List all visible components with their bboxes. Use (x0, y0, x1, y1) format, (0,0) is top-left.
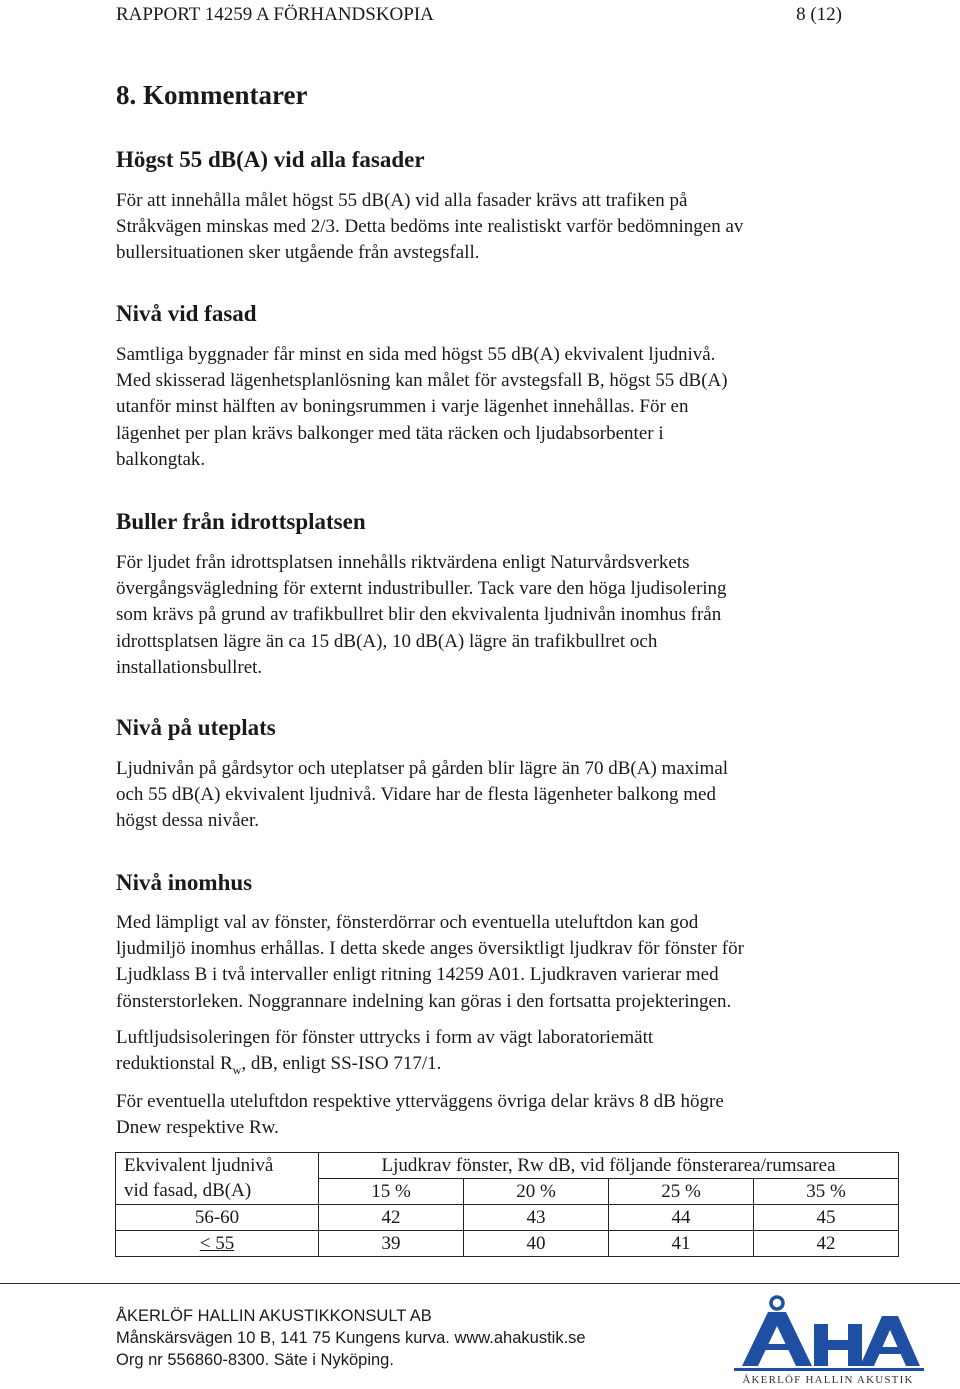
heading-hogst-55: Högst 55 dB(A) vid alla fasader (116, 147, 425, 172)
footer-company: ÅKERLÖF HALLIN AKUSTIKKONSULT AB (116, 1307, 432, 1325)
footer-org: Org nr 556860-8300. Säte i Nyköping. (116, 1351, 394, 1369)
page-footer (116, 1305, 586, 1371)
heading-niva-inomhus: Nivå inomhus (116, 870, 253, 895)
text-line: Stråkvägen minskas med 2/3. Detta bedöms inte realistiskt varför bedömningen av (116, 216, 744, 238)
text-line: Med skisserad lägenhetsplanlösning kan målet för avstegsfall B, högst 55 dB(A) (116, 370, 728, 392)
text-line: Ljudklass B i två intervaller enligt ritning 14259 A01. Ljudkraven varierar med (116, 964, 719, 986)
text-line: Samtliga byggnader får minst en sida med högst 55 dB(A) ekvivalent ljudnivå. (116, 344, 716, 365)
table-cell: 39 (319, 1231, 464, 1257)
table-subheader-row (116, 1179, 899, 1205)
table-label-cell: Ekvivalent ljudnivå (116, 1153, 319, 1179)
table-column-header: 20 % (464, 1179, 609, 1205)
table-cell: 44 (609, 1205, 754, 1231)
table-cell: 40 (464, 1231, 609, 1257)
text-line: högst dessa nivåer. (116, 810, 260, 832)
text-line: För eventuella uteluftdon respektive ytterväggens övriga delar krävs 8 dB högre (116, 1091, 724, 1112)
text-line: balkongtak. (116, 448, 206, 470)
text-line: För ljudet från idrottsplatsen innehålls riktvärdena enligt Naturvårdsverkets (116, 552, 690, 573)
heading-niva-uteplats: Nivå på uteplats (116, 715, 276, 740)
table-cell: 42 (319, 1205, 464, 1231)
text-segment: reduktionstal R (116, 1053, 233, 1075)
table-group-header: Ljudkrav fönster, Rw dB, vid följande fönsterarea/rumsarea (319, 1153, 899, 1179)
table-row-label: 56-60 (116, 1205, 319, 1231)
paragraph-hogst-55 (116, 188, 743, 267)
page-header (116, 4, 842, 26)
report-title: RAPPORT 14259 A FÖRHANDSKOPIA (116, 4, 434, 25)
text-line: ljudmiljö inomhus erhållas. I detta skede anges översiktligt ljudkrav för fönster för (116, 938, 744, 960)
text-segment: , dB, enligt SS-ISO 717/1. (241, 1053, 442, 1075)
text-line: idrottsplatsen lägre än ca 15 dB(A), 10 dB(A) lägre än trafikbullret och (116, 630, 658, 652)
table-cell: 45 (754, 1205, 899, 1231)
text-line: övergångsvägledning för externt industribuller. Tack vare den höga ljudisolering (116, 578, 727, 600)
text-line: Luftljudsisoleringen för fönster uttrycks i form av vägt laboratoriemätt (116, 1027, 654, 1048)
table-column-header: 15 % (319, 1179, 464, 1205)
text-line (116, 1051, 653, 1083)
logo-text: ÅKERLÖF HALLIN AKUSTIK (742, 1374, 914, 1386)
aha-logo-mark (734, 1297, 924, 1371)
table-header-row (116, 1153, 899, 1179)
page-number: 8 (12) (796, 4, 842, 25)
table-row (116, 1205, 899, 1231)
paragraph-buller-idrottsplatsen (116, 550, 727, 681)
table-cell: 41 (609, 1231, 754, 1257)
text-line: fönsterstorleken. Noggrannare indelning kan göras i den fortsatta projekteringen. (116, 990, 732, 1012)
text-line: Med lämpligt val av fönster, fönsterdörrar och eventuella uteluftdon kan god (116, 912, 699, 933)
heading-niva-vid-fasad: Nivå vid fasad (116, 301, 257, 326)
table-cell: 43 (464, 1205, 609, 1231)
paragraph-niva-vid-fasad (116, 342, 728, 473)
text-line: och 55 dB(A) ekvivalent ljudnivå. Vidare har de flesta lägenheter balkong med (116, 784, 716, 806)
table-column-header: 25 % (609, 1179, 754, 1205)
text-line: För att innehålla målet högst 55 dB(A) vid alla fasader krävs att trafiken på (116, 190, 688, 211)
subscript: w (232, 1063, 242, 1077)
paragraph-uteluftdon (116, 1089, 724, 1141)
table-label-cell: vid fasad, dB(A) (116, 1179, 319, 1205)
table-row (116, 1231, 899, 1257)
paragraph-niva-inomhus (116, 910, 744, 1015)
table-row-label-text: < 55 (199, 1232, 235, 1254)
window-requirements-table (115, 1152, 899, 1257)
aha-logo (730, 1294, 926, 1386)
text-line: Ljudnivån på gårdsytor och uteplatser på gården blir lägre än 70 dB(A) maximal (116, 758, 729, 779)
text-line: Dnew respektive Rw. (116, 1117, 279, 1139)
section-title: 8. Kommentarer (116, 80, 308, 110)
footer-address: Månskärsvägen 10 B, 141 75 Kungens kurva. www.ahakustik.se (116, 1329, 586, 1347)
paragraph-niva-uteplats (116, 756, 728, 835)
text-line: utanför minst hälften av boningsrummen i varje lägenhet innehållas. För en (116, 396, 689, 418)
text-line: som krävs på grund av trafikbullret blir den ekvivalenta ljudnivån inomhus från (116, 604, 722, 626)
text-line: installationsbullret. (116, 656, 263, 678)
paragraph-luftljud (116, 1025, 653, 1083)
table-cell: 42 (754, 1231, 899, 1257)
text-line: bullersituationen sker utgående från avstegsfall. (116, 242, 480, 264)
heading-buller-idrottsplatsen: Buller från idrottsplatsen (116, 509, 366, 534)
text-line: lägenhet per plan krävs balkonger med täta räcken och ljudabsorbenter i (116, 422, 664, 444)
footer-divider (0, 1283, 960, 1284)
table-column-header: 35 % (754, 1179, 899, 1205)
table-row-label (116, 1231, 319, 1257)
